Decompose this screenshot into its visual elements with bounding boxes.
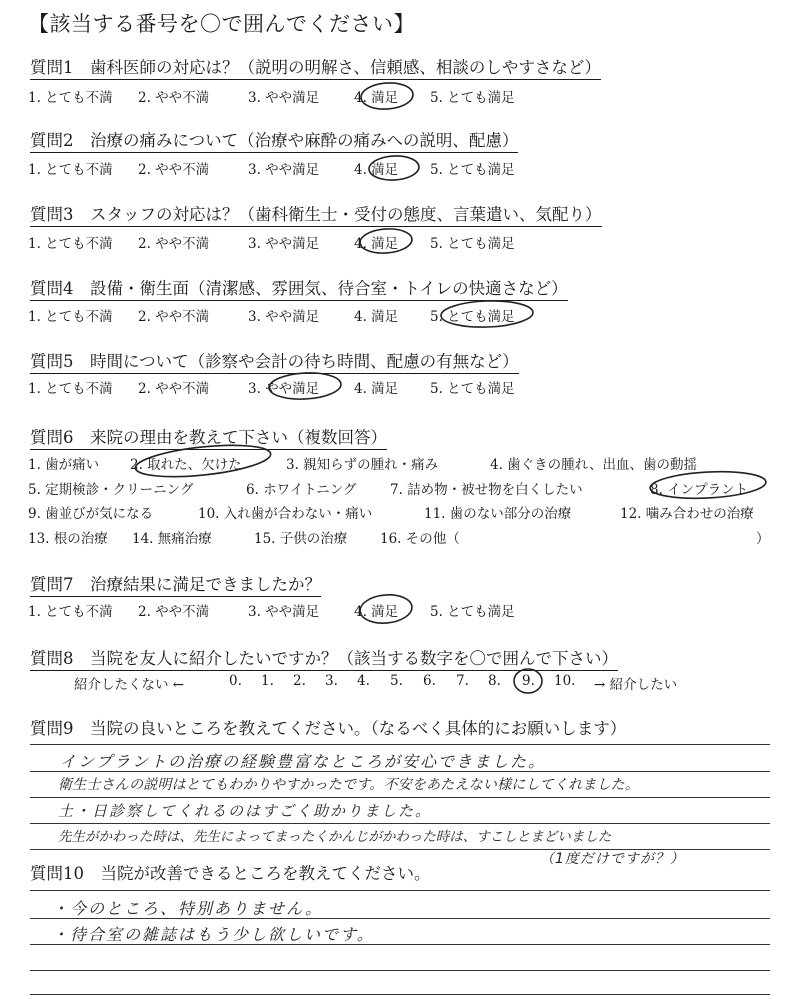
q8-score-1[interactable]: 1. — [261, 673, 274, 689]
q4-option-5[interactable]: 5. とても満足 — [430, 309, 515, 325]
q6-option-10[interactable]: 10. 入れ歯が合わない・痛い — [198, 506, 373, 522]
q8-score-3[interactable]: 3. — [325, 673, 338, 689]
q10-answer-line-1: ・今のところ、特別ありません。 — [52, 899, 323, 918]
q2-option-1[interactable]: 1. とても不満 — [28, 162, 113, 178]
q1-option-1[interactable]: 1. とても不満 — [28, 90, 113, 106]
q5-option-2[interactable]: 2. やや不満 — [138, 381, 210, 397]
q2-option-5[interactable]: 5. とても満足 — [430, 162, 515, 178]
q4-option-2[interactable]: 2. やや不満 — [138, 309, 210, 325]
q6-option-8[interactable]: 8. インプラント — [650, 482, 749, 498]
q8-score-8[interactable]: 8. — [488, 673, 501, 689]
q6-option-6[interactable]: 6. ホワイトニング — [246, 482, 357, 498]
q5-option-3[interactable]: 3. やや満足 — [248, 381, 320, 397]
q7-option-1[interactable]: 1. とても不満 — [28, 604, 113, 620]
q6-option-15[interactable]: 15. 子供の治療 — [254, 531, 348, 547]
q2-option-4[interactable]: 4. 満足 — [354, 162, 399, 178]
q8-left-label: 紹介したくない ← — [74, 677, 185, 693]
question-7-title: 質問7 治療結果に満足できましたか？ — [30, 571, 321, 597]
q9-answer-line-1: インプラントの治療の経験豊富なところが安心できました。 — [60, 752, 547, 771]
survey-heading: 【該当する番号を〇で囲んでください】 — [28, 12, 415, 36]
q1-option-2[interactable]: 2. やや不満 — [138, 90, 210, 106]
q7-option-5[interactable]: 5. とても満足 — [430, 604, 515, 620]
q8-score-5[interactable]: 5. — [390, 673, 403, 689]
q3-option-1[interactable]: 1. とても不満 — [28, 236, 113, 252]
q6-option-11[interactable]: 11. 歯のない部分の治療 — [424, 506, 572, 522]
question-6-title: 質問6 来院の理由を教えて下さい（複数回答） — [30, 424, 387, 450]
q3-option-2[interactable]: 2. やや不満 — [138, 236, 210, 252]
q1-option-4[interactable]: 4. 満足 — [354, 90, 399, 106]
q9-ruled-line-3 — [30, 797, 770, 798]
q6-option-12[interactable]: 12. 噛み合わせの治療 — [620, 506, 754, 522]
question-4-title: 質問4 設備・衛生面（清潔感、雰囲気、待合室・トイレの快適さなど） — [30, 275, 568, 301]
q5-option-1[interactable]: 1. とても不満 — [28, 381, 113, 397]
q2-option-2[interactable]: 2. やや不満 — [138, 162, 210, 178]
question-1-title: 質問1 歯科医師の対応は？（説明の明解さ、信頼感、相談のしやすさなど） — [30, 54, 601, 80]
q8-score-0[interactable]: 0. — [229, 673, 242, 689]
q6-option-7[interactable]: 7. 詰め物・被せ物を白くしたい — [390, 482, 583, 498]
q8-score-2[interactable]: 2. — [293, 673, 306, 689]
question-8-title: 質問8 当院を友人に紹介したいですか？（該当する数字を〇で囲んで下さい） — [30, 645, 618, 671]
q6-option-3[interactable]: 3. 親知らずの腫れ・痛み — [286, 457, 439, 473]
q1-option-3[interactable]: 3. やや満足 — [248, 90, 320, 106]
q6-option-13[interactable]: 13. 根の治療 — [28, 531, 108, 547]
question-2-title: 質問2 治療の痛みについて（治療や麻酔の痛みへの説明、配慮） — [30, 127, 518, 153]
q5-option-4[interactable]: 4. 満足 — [354, 381, 399, 397]
q4-option-1[interactable]: 1. とても不満 — [28, 309, 113, 325]
q9-ruled-line-1 — [30, 744, 770, 745]
q6-option-5[interactable]: 5. 定期検診・クリーニング — [28, 482, 194, 498]
q6-option-16[interactable]: 16. その他（ — [380, 531, 460, 547]
q10-ruled-line-1 — [30, 890, 770, 891]
q6-other-close-paren: ） — [756, 531, 770, 547]
q5-option-5[interactable]: 5. とても満足 — [430, 381, 515, 397]
question-5-title: 質問5 時間について（診察や会計の待ち時間、配慮の有無など） — [30, 348, 519, 374]
q3-option-4[interactable]: 4. 満足 — [354, 236, 399, 252]
q9-answer-line-4: 先生がかわった時は、先生によってまったくかんじがかわった時は、すこしとまどいました — [58, 829, 612, 845]
q9-answer-line-3: 土・日診察してくれるのはすごく助かりました。 — [58, 802, 433, 820]
q10-answer-line-2: ・待合室の雑誌はもう少し欲しいです。 — [52, 925, 375, 944]
q3-option-5[interactable]: 5. とても満足 — [430, 236, 515, 252]
q8-right-label: → 紹介したい — [594, 677, 678, 693]
q8-score-4[interactable]: 4. — [357, 673, 370, 689]
q10-ruled-line-4 — [30, 970, 770, 971]
q8-score-7[interactable]: 7. — [456, 673, 469, 689]
q6-option-2[interactable]: 2. 取れた、欠けた — [130, 457, 242, 473]
q4-option-3[interactable]: 3. やや満足 — [248, 309, 320, 325]
q9-answer-line-5: （1度だけですが？） — [540, 851, 685, 867]
q9-answer-line-2: 衛生士さんの説明はとてもわかりやすかったです。不安をあたえない様にしてくれました。 — [58, 777, 640, 793]
q8-score-6[interactable]: 6. — [423, 673, 436, 689]
q6-option-4[interactable]: 4. 歯ぐきの腫れ、出血、歯の動揺 — [490, 457, 697, 473]
question-10-title: 質問10 当院が改善できるところを教えてください。 — [30, 864, 431, 883]
q3-option-3[interactable]: 3. やや満足 — [248, 236, 320, 252]
q7-option-3[interactable]: 3. やや満足 — [248, 604, 320, 620]
q6-option-9[interactable]: 9. 歯並びが気になる — [28, 506, 154, 522]
question-3-title: 質問3 スタッフの対応は？（歯科衛生士・受付の態度、言葉遣い、気配り） — [30, 201, 602, 227]
q4-option-4[interactable]: 4. 満足 — [354, 309, 399, 325]
q8-score-9[interactable]: 9. — [522, 673, 535, 689]
question-9-title: 質問9 当院の良いところを教えてください。（なるべく具体的にお願いします） — [30, 719, 627, 738]
q9-ruled-line-4 — [30, 823, 770, 824]
q6-option-1[interactable]: 1. 歯が痛い — [28, 457, 100, 473]
q10-ruled-line-5 — [30, 994, 770, 995]
q7-option-4[interactable]: 4. 満足 — [354, 604, 399, 620]
q7-option-2[interactable]: 2. やや不満 — [138, 604, 210, 620]
q1-option-5[interactable]: 5. とても満足 — [430, 90, 515, 106]
q8-score-10[interactable]: 10. — [554, 673, 576, 689]
q2-option-3[interactable]: 3. やや満足 — [248, 162, 320, 178]
q6-option-14[interactable]: 14. 無痛治療 — [132, 531, 212, 547]
